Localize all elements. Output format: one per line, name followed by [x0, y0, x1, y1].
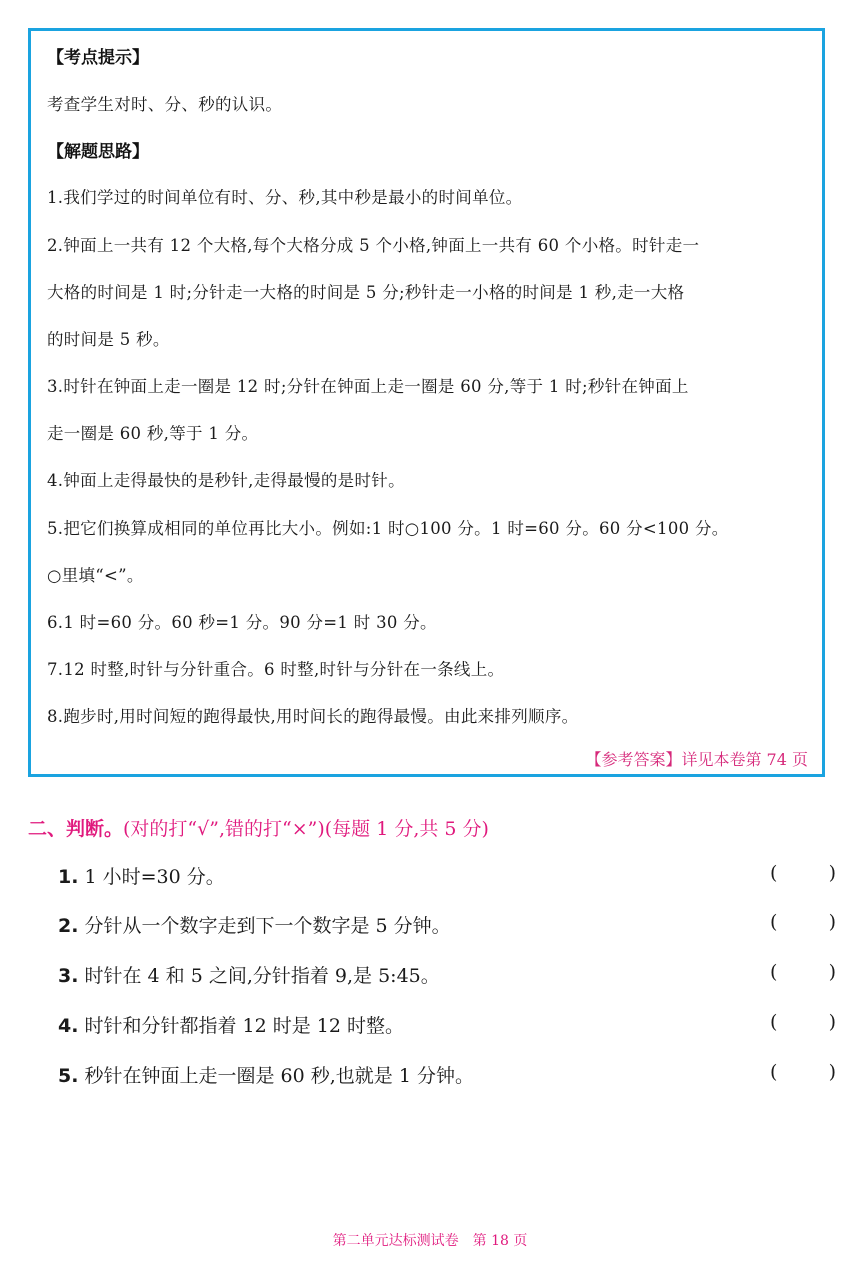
question-text: 分针从一个数字走到下一个数字是 5 分钟。 — [84, 915, 451, 937]
ideas-heading: 【解题思路】 — [47, 142, 149, 162]
open-paren: ( — [770, 1061, 778, 1083]
question-row — [58, 862, 836, 892]
question-number: 4. — [58, 1015, 79, 1037]
open-paren: ( — [770, 862, 778, 884]
idea-line: 5.把它们换算成相同的单位再比大小。例如:1 时○100 分。1 时=60 分。60 分<100 分。 — [47, 519, 729, 538]
idea-line: 1.我们学过的时间单位有时、分、秒,其中秒是最小的时间单位。 — [47, 188, 523, 207]
question-text: 时针在 4 和 5 之间,分针指着 9,是 5:45。 — [84, 965, 440, 987]
close-paren: ) — [828, 911, 836, 933]
idea-line: 的时间是 5 秒。 — [47, 330, 170, 349]
idea-line: 走一圈是 60 秒,等于 1 分。 — [47, 424, 259, 443]
idea-line: 4.钟面上走得最快的是秒针,走得最慢的是时针。 — [47, 471, 405, 490]
answer-reference: 【参考答案】详见本卷第 74 页 — [585, 750, 808, 769]
close-paren: ) — [828, 1011, 836, 1033]
idea-line: 7.12 时整,时针与分针重合。6 时整,时针与分针在一条线上。 — [47, 660, 505, 679]
section-title-instructions: (对的打“√”,错的打“×”)(每题 1 分,共 5 分) — [123, 818, 489, 840]
answer-blank[interactable] — [770, 1061, 836, 1083]
open-paren: ( — [770, 961, 778, 983]
close-paren: ) — [828, 961, 836, 983]
idea-line: 大格的时间是 1 时;分针走一大格的时间是 5 分;秒针走一小格的时间是 1 秒,走一大格 — [47, 283, 685, 302]
answer-blank[interactable] — [770, 862, 836, 884]
question-text: 秒针在钟面上走一圈是 60 秒,也就是 1 分钟。 — [84, 1065, 474, 1087]
question-text: 1 小时=30 分。 — [84, 866, 225, 888]
close-paren: ) — [828, 862, 836, 884]
answer-blank[interactable] — [770, 961, 836, 983]
question-text: 时针和分针都指着 12 时是 12 时整。 — [84, 1015, 405, 1037]
section-title — [28, 814, 489, 841]
question-row — [58, 961, 836, 991]
tips-heading: 【考点提示】 — [47, 48, 149, 68]
idea-line: 6.1 时=60 分。60 秒=1 分。90 分=1 时 30 分。 — [47, 613, 437, 632]
open-paren: ( — [770, 1011, 778, 1033]
page-footer: 第二单元达标测试卷 第 18 页 — [332, 1233, 528, 1249]
idea-line: 2.钟面上一共有 12 个大格,每个大格分成 5 个小格,钟面上一共有 60 个小格。时针走一 — [47, 236, 700, 255]
question-row — [58, 1011, 836, 1041]
idea-line: 3.时针在钟面上走一圈是 12 时;分针在钟面上走一圈是 60 分,等于 1 时;秒针在钟面上 — [47, 377, 689, 396]
question-row — [58, 911, 836, 941]
question-number: 5. — [58, 1065, 79, 1087]
answer-blank[interactable] — [770, 1011, 836, 1033]
open-paren: ( — [770, 911, 778, 933]
answer-blank[interactable] — [770, 911, 836, 933]
close-paren: ) — [828, 1061, 836, 1083]
idea-line: 8.跑步时,用时间短的跑得最快,用时间长的跑得最慢。由此来排列顺序。 — [47, 707, 579, 726]
tips-text: 考查学生对时、分、秒的认识。 — [47, 95, 283, 114]
section-title-lead: 二、判断。 — [28, 818, 124, 840]
hint-box — [28, 28, 825, 777]
question-number: 3. — [58, 965, 79, 987]
idea-line: ○里填“<”。 — [47, 566, 144, 585]
question-row — [58, 1061, 836, 1091]
question-number: 2. — [58, 915, 79, 937]
question-number: 1. — [58, 866, 79, 888]
